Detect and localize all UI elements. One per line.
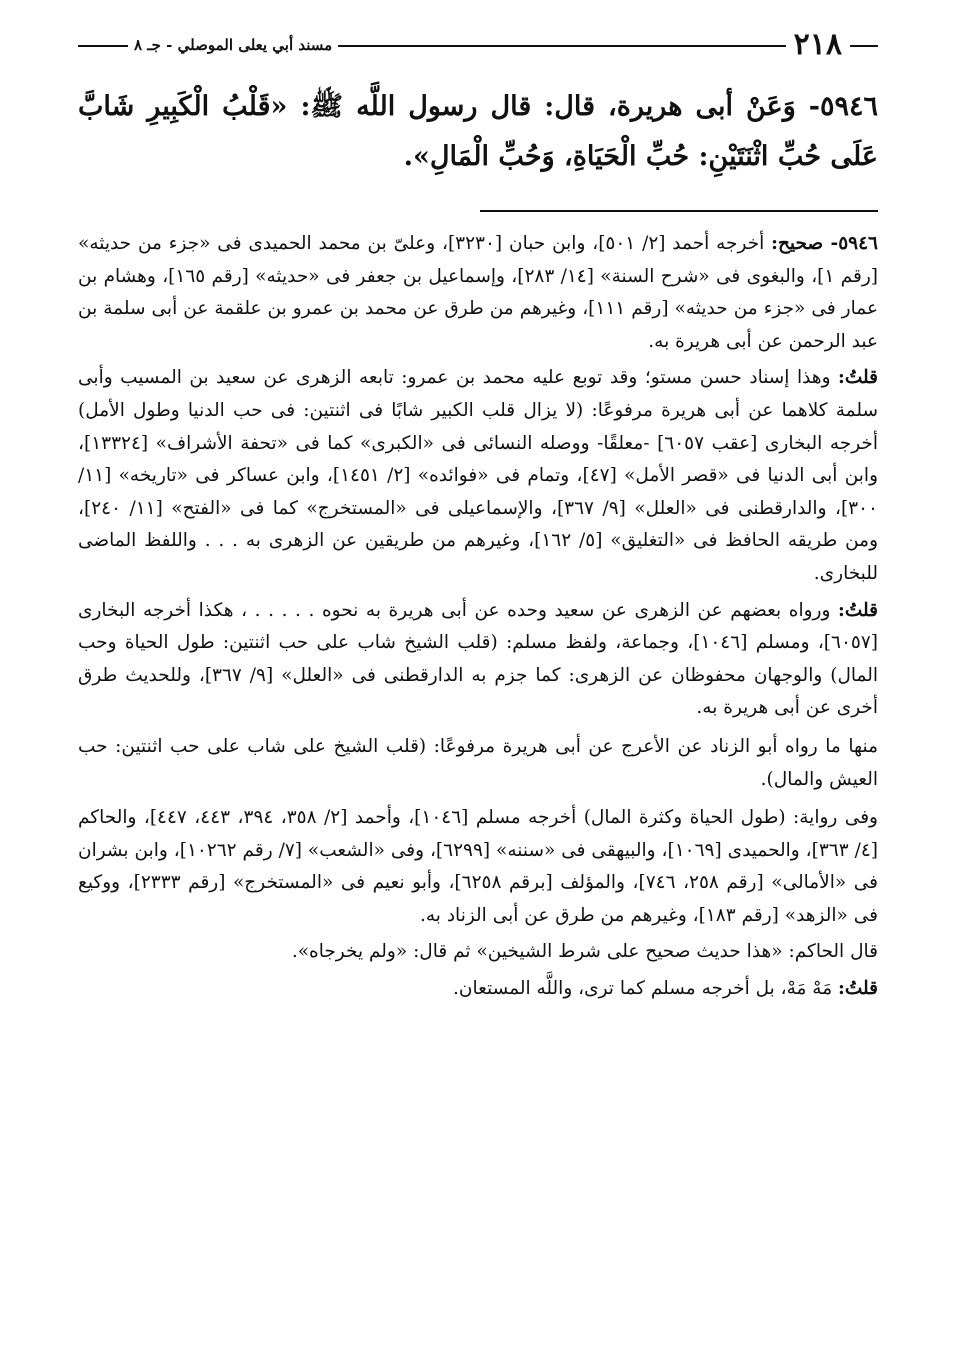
takhrij-label: ٥٩٤٦- صحيح: xyxy=(771,233,878,254)
takhrij-text: أخرجه أحمد [٢/ ٥٠١]، وابن حبان [٣٢٣٠]، وعلىّ بن محمد الحميدى فى «جزء من حديثه» [رقم ١]، والبغوى فى «شرح السنة» [١٤/ ٢٨٣]، وإسماعيل بن جعفر فى «حديثه» [رقم ١٦٥]، وهشام بن عمار فى «جزء من حديثه» [رقم ١١١]، وغيرهم من طرق عن محمد بن عمرو بن علقمة عن أبى سلمة بن عبد الرحمن عن أبى هريرة به. xyxy=(78,233,878,352)
hadith-text xyxy=(78,82,878,182)
qultu-paragraph-1 xyxy=(78,362,878,590)
minha-paragraph: منها ما رواه أبو الزناد عن الأعرج عن أبى هريرة مرفوعًا: (قلب الشيخ على شاب على حب اثنتين: حب العيش والمال). xyxy=(78,735,878,790)
footnotes xyxy=(78,228,878,1010)
hadith-quote: «قَلْبُ الْكَبِيرِ شَابَّ عَلَى حُبِّ اثْنَتَيْنِ: حُبِّ الْحَيَاةِ، وَحُبِّ الْمَالِ». xyxy=(78,91,878,172)
qultu-paragraph-2 xyxy=(78,595,878,725)
qultu-label: قلتُ: xyxy=(838,599,878,621)
qultu-label: قلتُ: xyxy=(838,978,878,1000)
page-number: ٢١٨ xyxy=(786,28,850,62)
footnote-separator xyxy=(480,210,878,212)
qultu-label: قلتُ: xyxy=(838,367,878,389)
hadith-number: ٥٩٤٦- xyxy=(808,91,879,122)
qultu-text: وهذا إسناد حسن مستو؛ وقد توبع عليه محمد بن عمرو: تابعه الزهرى عن سعيد بن المسيب وأبى سلمة كلاهما عن أبى هريرة مرفوعًا: (لا يزال قلب الكبير شابًا فى اثنتين: فى حب الدنيا وطول الأمل) أخرجه البخارى [عقب ٦٠٥٧] -معلقًا- ووصله النسائى فى «الكبرى» كما فى «تحفة الأشراف» [١٣٣٢٤]، وابن أبى الدنيا فى «قصر الأمل» [٤٧]، وتمام فى «فوائده» [٢/ ١٤٥١]، وابن عساكر فى «تاريخه» [١١/ ٣٠٠]، والدارقطنى فى «العلل» [٩/ ٣٦٧]، والإسماعيلى فى «المستخرج» كما فى «الفتح» [١١/ ٢٤٠]، ومن طريقه الحافظ فى «التغليق» [٥/ ١٦٢]، وغيرهم من طريقين عن الزهرى به . . . واللفظ الماضى للبخارى. xyxy=(78,367,879,584)
hadith-intro: وَعَنْ أبى هريرة، قال: قال رسول اللَّه ﷺ: xyxy=(300,91,796,122)
hakim-paragraph: قال الحاكم: «هذا حديث صحيح على شرط الشيخين» ثم قال: «ولم يخرجاه». xyxy=(291,941,878,963)
takhrij-paragraph xyxy=(78,228,878,358)
qultu-paragraph-3 xyxy=(78,973,878,1006)
book-title: مسند أبي يعلى الموصلي - جـ ٨ xyxy=(128,34,338,56)
qultu-text: ورواه بعضهم عن الزهرى عن سعيد وحده عن أبى هريرة به نحوه . . . . . ، هكذا أخرجه البخارى [٦٠٥٧]، ومسلم [١٠٤٦]، وجماعة، ولفظ مسلم: (قلب الشيخ شاب على حب اثنتين: طول الحياة وحب المال) والوجهان محفوظان عن الزهرى: كما جزم به الدارقطنى فى «العلل» [٩/ ٣٦٧]، وللحديث طرق أخرى عن أبى هريرة به. xyxy=(78,599,878,719)
running-header xyxy=(78,28,878,62)
riwaya-paragraph: وفى رواية: (طول الحياة وكثرة المال) أخرجه مسلم [١٠٤٦]، وأحمد [٢/ ٣٥٨، ٣٩٤، ٤٤٣، ٤٤٧]، والحاكم [٤/ ٣٦٣]، والحميدى [١٠٦٩]، والبيهقى فى «سننه» [٦٢٩٩]، وفى «الشعب» [٧/ رقم ١٠٢٦٢]، وابن بشران فى «الأمالى» [رقم ٢٥٨، ٧٤٦]، والمؤلف [برقم ٦٢٥٨]، وأبو نعيم فى «المستخرج» [رقم ٢٣٣٣]، ووكيع فى «الزهد» [رقم ١٨٣]، وغيرهم من طرق عن أبى الزناد به. xyxy=(78,807,878,926)
qultu-text: مَهْ مَهْ، بل أخرجه مسلم كما ترى، واللَّه المستعان. xyxy=(453,978,833,1000)
